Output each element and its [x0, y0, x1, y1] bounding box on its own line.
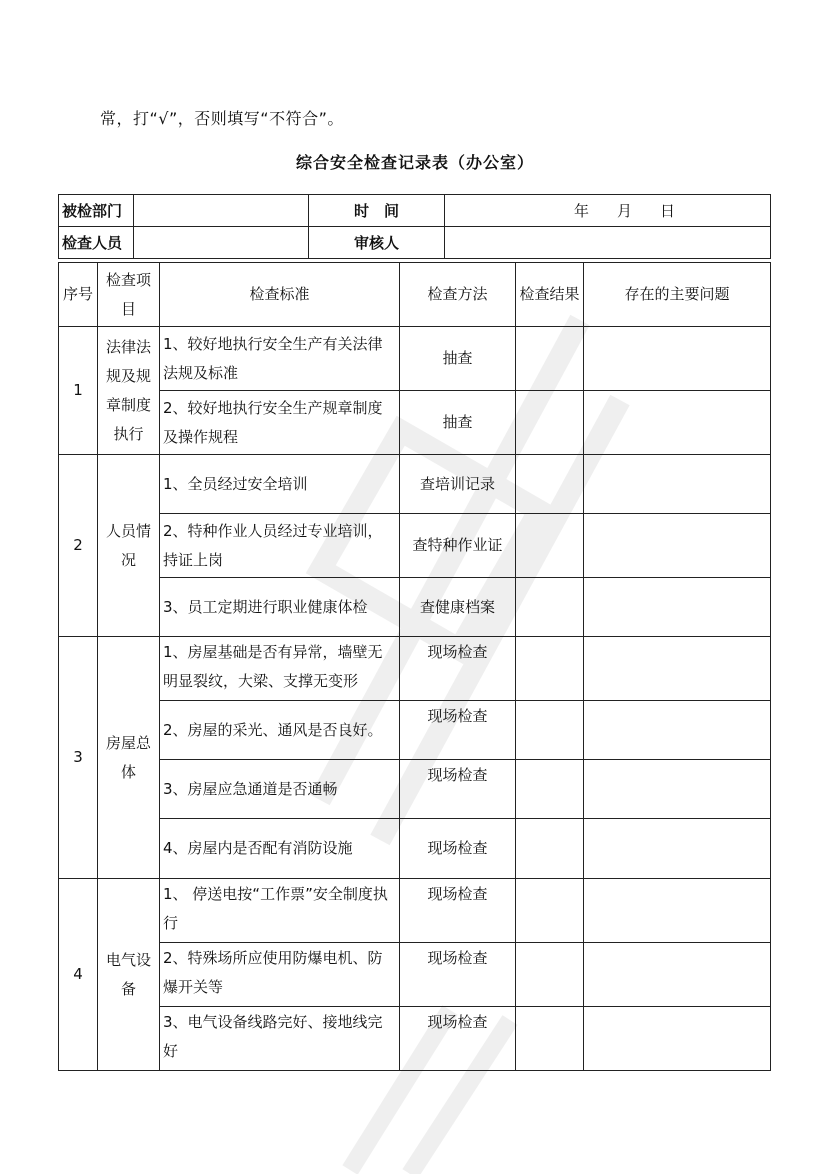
method-cell: 抽查 — [400, 391, 516, 455]
table-row — [59, 514, 771, 578]
result-cell[interactable] — [516, 943, 584, 1007]
method-cell: 现场检查 — [400, 637, 516, 701]
table-row — [59, 879, 771, 943]
result-cell[interactable] — [516, 879, 584, 943]
col-header-item: 检查项目 — [98, 263, 160, 327]
group-item: 法律法规及规章制度执行 — [98, 327, 160, 455]
table-row — [59, 578, 771, 637]
issues-cell[interactable] — [584, 879, 771, 943]
group-item: 人员情况 — [98, 455, 160, 637]
table-row — [59, 327, 771, 391]
issues-cell[interactable] — [584, 455, 771, 514]
result-cell[interactable] — [516, 760, 584, 819]
result-cell[interactable] — [516, 701, 584, 760]
table-row — [59, 819, 771, 879]
group-no: 4 — [59, 879, 98, 1071]
inspector-label: 检查人员 — [59, 227, 134, 259]
standard-cell: 2、特殊场所应使用防爆电机、防爆开关等 — [160, 943, 400, 1007]
col-header-method: 检查方法 — [400, 263, 516, 327]
issues-cell[interactable] — [584, 943, 771, 1007]
date-day: 日 — [660, 201, 676, 220]
dept-field[interactable] — [134, 195, 309, 227]
method-cell: 现场检查 — [400, 760, 516, 819]
table-row — [59, 701, 771, 760]
reviewer-field[interactable] — [445, 227, 771, 259]
standard-cell: 3、房屋应急通道是否通畅 — [160, 760, 400, 819]
header-table — [58, 194, 771, 259]
group-item: 房屋总体 — [98, 637, 160, 879]
table-row — [59, 391, 771, 455]
table-row — [59, 637, 771, 701]
table-row — [59, 760, 771, 819]
result-cell[interactable] — [516, 578, 584, 637]
standard-cell: 1、全员经过安全培训 — [160, 455, 400, 514]
group-item: 电气设备 — [98, 879, 160, 1071]
col-header-no: 序号 — [59, 263, 98, 327]
result-cell[interactable] — [516, 327, 584, 391]
group-no: 3 — [59, 637, 98, 879]
standard-cell: 1、 停送电按“工作票”安全制度执行 — [160, 879, 400, 943]
date-year: 年 — [573, 201, 589, 220]
result-cell[interactable] — [516, 819, 584, 879]
issues-cell[interactable] — [584, 1007, 771, 1071]
issues-cell[interactable] — [584, 637, 771, 701]
table-row — [59, 1007, 771, 1071]
dept-label: 被检部门 — [59, 195, 134, 227]
issues-cell[interactable] — [584, 327, 771, 391]
standard-cell: 1、房屋基础是否有异常，墙壁无明显裂纹，大梁、支撑无变形 — [160, 637, 400, 701]
standard-cell: 3、员工定期进行职业健康体检 — [160, 578, 400, 637]
table-row — [59, 943, 771, 1007]
checklist-table — [58, 262, 771, 1071]
standard-cell: 2、特种作业人员经过专业培训，持证上岗 — [160, 514, 400, 578]
method-cell: 查健康档案 — [400, 578, 516, 637]
col-header-issues: 存在的主要问题 — [584, 263, 771, 327]
issues-cell[interactable] — [584, 701, 771, 760]
issues-cell[interactable] — [584, 514, 771, 578]
issues-cell[interactable] — [584, 391, 771, 455]
method-cell: 现场检查 — [400, 819, 516, 879]
group-no: 1 — [59, 327, 98, 455]
date-field[interactable] — [445, 195, 771, 227]
method-cell: 现场检查 — [400, 1007, 516, 1071]
reviewer-label: 审核人 — [309, 227, 445, 259]
intro-text: 常，打“√”，否则填写“不符合”。 — [100, 109, 344, 128]
standard-cell: 3、电气设备线路完好、接地线完好 — [160, 1007, 400, 1071]
col-header-standard: 检查标准 — [160, 263, 400, 327]
issues-cell[interactable] — [584, 578, 771, 637]
method-cell: 现场检查 — [400, 879, 516, 943]
standard-cell: 2、房屋的采光、通风是否良好。 — [160, 701, 400, 760]
inspector-field[interactable] — [134, 227, 309, 259]
method-cell: 查特种作业证 — [400, 514, 516, 578]
time-label: 时 间 — [309, 195, 445, 227]
method-cell: 抽查 — [400, 327, 516, 391]
standard-cell: 1、较好地执行安全生产有关法律法规及标准 — [160, 327, 400, 391]
result-cell[interactable] — [516, 514, 584, 578]
issues-cell[interactable] — [584, 760, 771, 819]
result-cell[interactable] — [516, 637, 584, 701]
group-no: 2 — [59, 455, 98, 637]
result-cell[interactable] — [516, 1007, 584, 1071]
col-header-result: 检查结果 — [516, 263, 584, 327]
issues-cell[interactable] — [584, 819, 771, 879]
method-cell: 现场检查 — [400, 943, 516, 1007]
page-title: 综合安全检查记录表（办公室） — [295, 153, 534, 172]
result-cell[interactable] — [516, 391, 584, 455]
result-cell[interactable] — [516, 455, 584, 514]
date-month: 月 — [616, 201, 632, 220]
method-cell: 查培训记录 — [400, 455, 516, 514]
standard-cell: 2、较好地执行安全生产规章制度及操作规程 — [160, 391, 400, 455]
method-cell: 现场检查 — [400, 701, 516, 760]
table-row — [59, 455, 771, 514]
standard-cell: 4、房屋内是否配有消防设施 — [160, 819, 400, 879]
